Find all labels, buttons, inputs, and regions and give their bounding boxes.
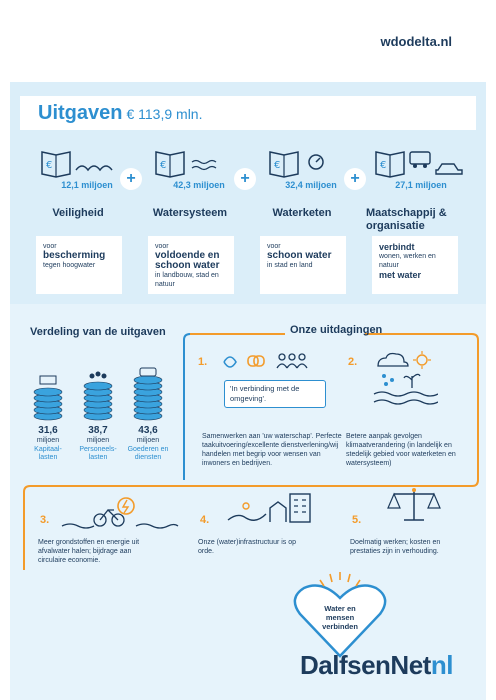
title-label: Uitgaven — [38, 102, 123, 124]
category-veiligheid: Veiligheid — [52, 207, 104, 219]
challenge-text: Samenwerken aan 'uw waterschap'. Perfecte taakuitvoering/excellente dienstverlening/wij handelen met begrip voor wensen van inwoners en bedrijven. — [202, 433, 342, 467]
svg-text:€: € — [160, 160, 167, 171]
coin-unit: miljoen — [36, 437, 60, 444]
uitdagingen-title: Onze uitdagingen — [290, 324, 383, 336]
card-highlight: schoon water — [267, 250, 332, 261]
scale-icon — [386, 486, 442, 524]
climate-icon — [372, 350, 438, 406]
plus-icon: + — [120, 168, 142, 190]
card-highlight: voldoende en schoon water — [155, 250, 220, 271]
coin-value: 43,6 — [138, 425, 158, 436]
coin-unit: miljoen — [86, 437, 110, 444]
card-highlight: met water — [379, 270, 422, 280]
site-url: wdodelta.nl — [380, 34, 452, 49]
category-waterketen: Waterketen — [272, 207, 332, 219]
card-highlight: bescherming — [43, 250, 106, 261]
challenge-text: Onze (water)infrastructuur is op orde. — [198, 539, 297, 555]
amount-veiligheid: 12,1 miljoen — [61, 180, 113, 190]
amount-watersysteem: 42,3 miljoen — [173, 180, 225, 190]
card-highlight: verbindt — [379, 242, 415, 252]
challenge-number: 2. — [348, 356, 358, 368]
card-text: in landbouw, stad en natuur — [155, 272, 219, 288]
svg-text:€: € — [380, 160, 387, 171]
heart-text — [300, 604, 380, 631]
heart-line: mensen — [325, 613, 355, 622]
challenge-number: 3. — [40, 514, 50, 526]
book-euro-vehicles-icon — [372, 148, 468, 178]
coin-label: Kapitaal-lasten — [34, 446, 62, 461]
infrastructure-icon — [226, 490, 316, 526]
title-amount: € 113,9 mln. — [126, 106, 203, 122]
watermark-main: DalfsenNet — [300, 650, 431, 680]
card-text: voor — [267, 243, 281, 250]
book-euro-waves-icon — [152, 148, 222, 178]
coin-value: 38,7 — [88, 425, 108, 436]
book-euro-wave-icon — [38, 148, 118, 178]
challenge-text: Meer grondstoffen en energie uit afvalwater halen; bijdrage aan circulaire economie. — [38, 539, 140, 564]
card-waterketen — [260, 236, 346, 294]
svg-text:€: € — [274, 160, 281, 171]
people-chain-icon — [220, 350, 320, 372]
challenge-text: Betere aanpak gevolgen klimaatverandering (in landelijk en stedelijk gebied voor waterketen en watersysteem) — [346, 433, 456, 467]
card-text: tegen hoogwater — [43, 262, 96, 269]
svg-text:€: € — [46, 160, 53, 171]
card-watersysteem — [148, 236, 234, 294]
category-maatschappij: Maatschappij & organisatie — [366, 207, 447, 232]
challenge-number: 1. — [198, 356, 208, 368]
card-maatschappij — [372, 236, 458, 294]
coin-label: Goederen en diensten — [127, 446, 169, 461]
coin-unit: miljoen — [136, 437, 160, 444]
watermark-suffix: nl — [430, 650, 453, 680]
book-euro-gauge-icon — [266, 148, 336, 178]
card-text: in stad en land — [267, 262, 313, 269]
verdeling-title: Verdeling van de uitgaven — [30, 326, 166, 338]
energy-bike-icon — [60, 496, 180, 532]
amount-waterketen: 32,4 miljoen — [285, 180, 337, 190]
challenge-text: Doelmatig werken; kosten en prestaties zijn in verhouding. — [350, 539, 441, 555]
amount-maatschappij: 27,1 miljoen — [395, 180, 447, 190]
watermark-logo — [300, 650, 453, 681]
card-veiligheid — [36, 236, 122, 294]
coin-label: Personeels-lasten — [79, 446, 117, 461]
coin-value: 31,6 — [38, 425, 58, 436]
challenge-number: 4. — [200, 514, 210, 526]
heart-line: verbinden — [322, 622, 358, 631]
challenge-number: 5. — [352, 514, 362, 526]
quote-box: 'In verbinding met de omgeving'. — [224, 380, 326, 408]
page-title — [38, 102, 202, 125]
plus-icon: + — [234, 168, 256, 190]
plus-icon: + — [344, 168, 366, 190]
card-text: voor — [43, 243, 57, 250]
card-text: wonen, werken en natuur — [379, 253, 436, 269]
category-watersysteem: Watersysteem — [152, 207, 228, 219]
card-text: voor — [155, 243, 169, 250]
heart-line: Water en — [324, 604, 356, 613]
